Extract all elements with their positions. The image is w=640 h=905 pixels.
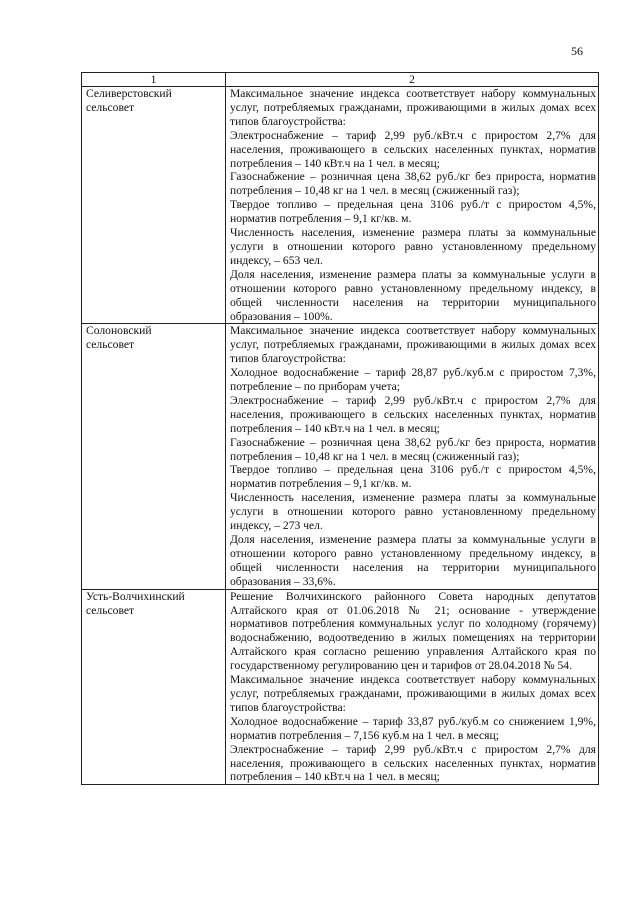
municipality-name: Селиверстовский bbox=[86, 87, 172, 100]
municipality-cell bbox=[82, 324, 226, 589]
population-paragraph: Численность населения, изменение размера платы за коммунальные услуги в отношении которого равно установленному предельному индексу, – 273 чел. bbox=[230, 491, 596, 533]
solid-fuel-paragraph: Твердое топливо – предельная цена 3106 руб./т с приростом 4,5%, норматив потребления – 9,1 кг/кв. м. bbox=[230, 198, 596, 226]
electricity-paragraph: Электроснабжение – тариф 2,99 руб./кВт.ч с приростом 2,7% для населения, проживающего в сельских населенных пунктах, норматив потребления – 140 кВт.ч на 1 чел. в месяц; bbox=[230, 393, 596, 435]
electricity-paragraph: Электроснабжение – тариф 2,99 руб./кВт.ч с приростом 2,7% для населения, проживающего в сельских населенных пунктах, норматив потребления – 140 кВт.ч на 1 чел. в месяц; bbox=[230, 742, 596, 784]
description-cell bbox=[226, 87, 599, 324]
population-share-paragraph: Доля населения, изменение размера платы за коммунальные услуги в отношении которого равно установленному предельному индексу, в общей численности населения на территории муниципального образования – 33,6%. bbox=[230, 533, 596, 588]
gas-paragraph: Газоснабжение – розничная цена 38,62 руб./кг без прироста, норматив потребления – 10,48 кг на 1 чел. в месяц (сжиженный газ); bbox=[230, 435, 596, 463]
tariff-table bbox=[81, 72, 599, 785]
table-row-solonovsky bbox=[82, 324, 599, 589]
index-paragraph: Максимальное значение индекса соответствует набору коммунальных услуг, потребляемых гражданами, проживающими в жилых домах всех типов благоустройства: bbox=[230, 87, 596, 128]
decision-paragraph: Решение Волчихинского районного Совета народных депутатов Алтайского края от 01.06.2018 № 21; основание - утверждение нормативов потребления коммунальных услуг по холодному (горячему) водоснабжению, водоотведению в жилых помещениях на территории Алтайского края согласно решению управления Алтайского края по государственному регулированию цен и тарифов от 28.04.2018 № 54. bbox=[230, 589, 596, 673]
description-cell bbox=[226, 589, 599, 785]
electricity-paragraph: Электроснабжение – тариф 2,99 руб./кВт.ч с приростом 2,7% для населения, проживающего в сельских населенных пунктах, норматив потребления – 140 кВт.ч на 1 чел. в месяц; bbox=[230, 128, 596, 170]
municipality-name: Усть-Волчихинский bbox=[86, 589, 185, 603]
column-header-1: 1 bbox=[82, 73, 226, 87]
description-cell bbox=[226, 324, 599, 589]
table-row-seliverstovsky bbox=[82, 87, 599, 324]
municipality-type: сельсовет bbox=[86, 338, 135, 352]
population-paragraph: Численность населения, изменение размера платы за коммунальные услуги в отношении которого равно установленному предельному индексу, – 653 чел. bbox=[230, 226, 596, 267]
index-paragraph: Максимальное значение индекса соответствует набору коммунальных услуг, потребляемых гражданами, проживающими в жилых домах всех типов благоустройства: bbox=[230, 324, 596, 366]
municipality-type: сельсовет bbox=[86, 100, 135, 114]
table-header-row bbox=[82, 73, 599, 87]
population-share-paragraph: Доля населения, изменение размера платы за коммунальные услуги в отношении которого равно установленному предельному индексу, в общей численности населения на территории муниципального образования – 100%. bbox=[230, 267, 596, 323]
gas-paragraph: Газоснабжение – розничная цена 38,62 руб./кг без прироста, норматив потребления – 10,48 кг на 1 чел. в месяц (сжиженный газ); bbox=[230, 170, 596, 198]
municipality-type: сельсовет bbox=[86, 603, 135, 617]
municipality-cell bbox=[82, 87, 226, 324]
cold-water-paragraph: Холодное водоснабжение – тариф 33,87 руб./куб.м со снижением 1,9%, норматив потребления – 7,156 куб.м на 1 чел. в месяц; bbox=[230, 714, 596, 742]
page-number: 56 bbox=[571, 44, 583, 58]
column-header-2: 2 bbox=[226, 73, 599, 87]
municipality-name: Солоновский bbox=[86, 324, 152, 338]
municipality-cell bbox=[82, 589, 226, 785]
cold-water-paragraph: Холодное водоснабжение – тариф 28,87 руб./куб.м с приростом 7,3%, потребление – по приборам учета; bbox=[230, 366, 596, 394]
index-paragraph: Максимальное значение индекса соответствует набору коммунальных услуг, потребляемых гражданами, проживающими в жилых домах всех типов благоустройства: bbox=[230, 673, 596, 714]
table-row-ust-volchikhinsky bbox=[82, 589, 599, 785]
solid-fuel-paragraph: Твердое топливо – предельная цена 3106 руб./т с приростом 4,5%, норматив потребления – 9,1 кг/кв. м. bbox=[230, 463, 596, 491]
